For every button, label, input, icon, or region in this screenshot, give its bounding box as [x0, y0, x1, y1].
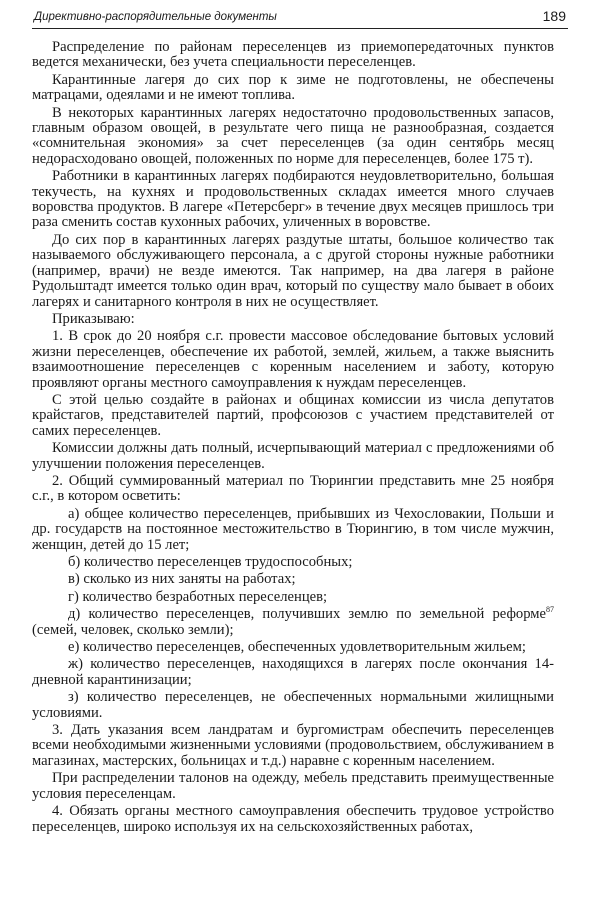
- subitem-zh: ж) количество переселенцев, находящихся в лагерях после окончания 14-дневной карантинизации;: [32, 656, 554, 688]
- subitem-z: з) количество переселенцев, не обеспеченных нормальными жилищными условиями.: [32, 689, 554, 721]
- subitem-d-tail: (семей, человек, сколько земли);: [32, 621, 234, 638]
- subitem-d: [32, 607, 554, 638]
- subitem-d-text: д) количество переселенцев, получивших землю по земельной реформе: [68, 606, 546, 623]
- subitem-g: г) количество безработных переселенцев;: [68, 588, 328, 605]
- page-number: 189: [542, 8, 566, 24]
- paragraph-item-4: 4. Обязать органы местного самоуправления обеспечить трудовое устройство переселенцев, широко используя их на сельскохозяйственных работах,: [32, 803, 554, 835]
- paragraph: Комиссии должны дать полный, исчерпывающий материал с предложениями об улучшении положения переселенцев.: [32, 440, 554, 472]
- paragraph: При распределении талонов на одежду, мебель представить преимущественные условия переселенцам.: [32, 770, 554, 802]
- subitem-b: б) количество переселенцев трудоспособных;: [68, 554, 353, 570]
- subitem-v: в) сколько из них заняты на работах;: [68, 571, 296, 588]
- running-header-title: Директивно-распорядительные документы: [34, 11, 277, 23]
- paragraph: До сих пор в карантинных лагерях раздутые штаты, большое количество так называемого обслуживающего персонала, а с другой стороны нужные работники (например, врачи) не везде имеются. Так например, на два лагеря в районе Рудольштадт имеется только один врач, который по существу мало бывает в обоих лагерях и санитарного контроля в них не осуществляет.: [32, 231, 554, 310]
- paragraph-order-heading: Приказываю:: [52, 310, 135, 327]
- footnote-ref[interactable]: 87: [546, 605, 554, 615]
- document-body: [32, 40, 554, 837]
- paragraph-item-1: 1. В срок до 20 ноября с.г. провести массовое обследование бытовых условий жизни переселенцев, обеспечение их работой, землей, жильем, а также выяснить взаимоотношение переселенцев с коренным населением и заботу, которую проявляют органы местного самоуправления к нуждам переселенцев.: [32, 328, 554, 391]
- subitem-e: е) количество переселенцев, обеспеченных удовлетворительным жильем;: [68, 639, 526, 656]
- paragraph: Распределение по районам переселенцев из приемопередаточных пунктов ведется механически, без учета специальности переселенцев.: [32, 39, 554, 71]
- paragraph-item-3: 3. Дать указания всем ландратам и бургомистрам обеспечить переселенцев всеми необходимыми жизненными условиями (продовольствием, обслуживанием в магазинах, мастерских, больницах и т.д.) наравне с коренным населением.: [32, 722, 554, 769]
- paragraph-item-2: 2. Общий суммированный материал по Тюрингии представить мне 25 ноября с.г., в котором осветить:: [32, 472, 554, 505]
- paragraph: С этой целью создайте в районах и общинах комиссии из числа депутатов крайстагов, представителей партий, профсоюзов с участием представителей от самих переселенцев.: [32, 391, 554, 439]
- running-header: [32, 8, 568, 29]
- paragraph: Работники в карантинных лагерях подбираются неудовлетворительно, большая текучесть, на кухнях и продовольственных складах имеется много случаев воровства продуктов. В лагере «Петерсберг» в течение двух месяцев пришлось три раза сменить состав кухонных рабочих, уличенных в воровстве.: [32, 168, 554, 231]
- paragraph: В некоторых карантинных лагерях недостаточно продовольственных запасов, главным образом овощей, в результате чего пища не разнообразная, создается «сомнительная экономия» за счет переселенцев (за один сентябрь месяц недорасходовано овощей, положенных по норме для переселенцев, более 175 т).: [32, 104, 554, 167]
- paragraph: Карантинные лагеря до сих пор к зиме не подготовлены, не обеспечены матрацами, одеялами и не имеют топлива.: [32, 71, 554, 104]
- subitem-a: а) общее количество переселенцев, прибывших из Чехословакии, Польши и др. государств на постоянное местожительство в Тюрингию, в том числе мужчин, женщин, детей до 15 лет;: [32, 505, 554, 553]
